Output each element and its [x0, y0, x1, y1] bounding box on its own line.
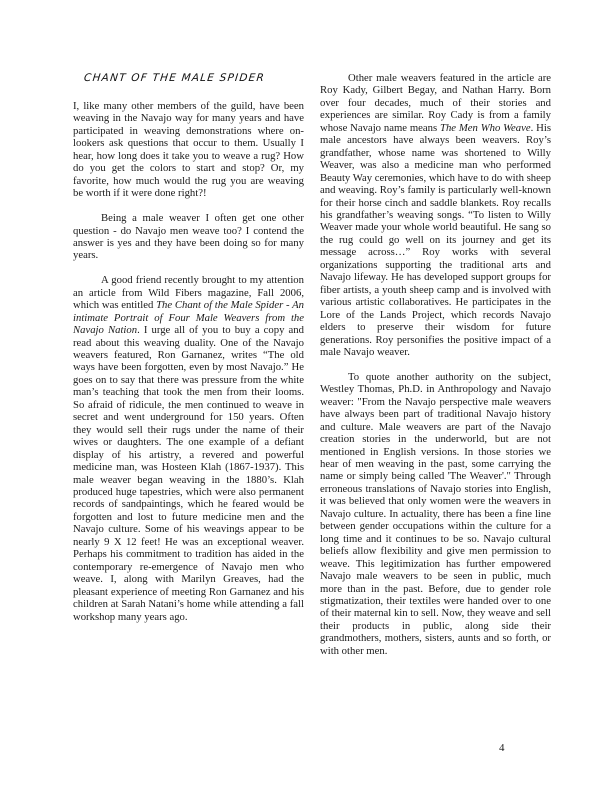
text-span: A good friend recently brought to my attention an article from Wild Fibers magazine, Fall 2006, which was entitled	[73, 274, 304, 312]
paragraph: Being a male weaver I often get one other question - do Navajo men weave too? I contend the answer is yes and they have been doing so for many years.	[73, 212, 304, 262]
paragraph: To quote another authority on the subject, Westley Thomas, Ph.D. in Anthropology and Navajo weaver: "From the Navajo perspective male weavers have always been part of traditional Navajo history and culture. Male weavers are part of the Navajo creation stories in the underworld, but are not mentioned in English versions. In those stories we hear of men weaving in the past, some carrying the name or simply being called 'The Weaver'." Through erroneous translations of Navajo stories into English, it was believed that only women were the weavers in Navajo culture. In actuality, there has been a fine line between gender occupations within the culture for a long time and it continues to be so. Navajo cultural beliefs allow flexibility and give men permission to weave. This legitimization has further empowered Navajo male weavers to be seen in public, much more than in the past. Before, due to gender role stigmatization, their textiles were handed over to one of their maternal kin to sell. Now, they weave and sell their products in public, along side their grandmothers, mothers, sisters, aunts and so forth, or with other men.	[320, 370, 551, 657]
text-span: Other male weavers featured in the article are Roy Kady, Gilbert Begay, and Nathan Harry. Born over four decades, much of their stories and experiences are similar. Roy Cady is from a family whose Navajo name means	[320, 72, 551, 134]
article-title: CHANT OF THE MALE SPIDER	[83, 72, 266, 84]
article-citation: The Chant of the Male Spider - An intimate Portrait of Four Male Weavers from the Navajo Nation	[73, 299, 304, 337]
navajo-name-translation: The Men Who Weave	[440, 121, 531, 134]
paragraph	[320, 72, 551, 358]
page-number: 4	[499, 742, 505, 754]
text-span: . I urge all of you to buy a copy and read about this weaving duality. One of the Navajo weavers featured, Ron Garnanez, writes “The old ways have been forgotten, even by most Navajo.” He goes on to say that there was pressure from the white man’s teaching that took the men from their looms. So afraid of ridicule, the men continued to weave in secret and went underground for 150 years. Often they would sell their rugs under the name of their wives or daughters. The one example of a defiant display of his artistry, a revered and powerful medicine man, was Hosteen Klah (1867-1937). This male weaver began weaving in the 1880’s. Klah produced huge tapestries, which were also permanent records of sandpaintings, which he feared would be forgotten and lost to future medicine men and the Navajo culture. Some of his weavings appear to be nearly 9 X 12 feet! He was an exceptional weaver. Perhaps his commitment to tradition has aided in the contemporary re-emergence of Navajo men who weave. I, along with Marilyn Greaves, had the pleasant experience of meeting Ron Garnanez and his children at Sarah Natani’s home while attending a fall workshop many years ago.	[73, 324, 304, 623]
text-span: . His male ancestors have always been weavers. Roy’s grandfather, whose name was shortened to Willy Weaver, was also a medicine man who performed Beauty Way ceremonies, which have to do with sheep and weaving. Roy’s family is particularly well-known for their horse cinch and saddle blankets. Roy recalls his grandfather’s weaving songs. “To listen to Willy Weaver made your whole world beautiful. He sang so the rug could go well on its journey and get its message across…” Roy works with several organizations supporting the traditional arts and Navajo lifeway. He has developed support groups for fiber artists, a youth sheep camp and is involved with various artistic collaboratives. He participates in the Lore of the Lands Project, which records Navajo elders to preserve their wisdom for future generations. Roy personifies the positive impact of a male Navajo weaver.	[320, 121, 552, 358]
right-column	[320, 72, 551, 670]
left-column	[73, 100, 304, 635]
paragraph: I, like many other members of the guild, have been weaving in the Navajo way for many years and have participated in weaving demonstrations where on-lookers ask questions that occur to them. Usually I hear, how long does it take you to weave a rug? How do you get the colors to start and stop? Or, my favorite, how much would the rug you are weaving be worth if it were done right?!	[73, 100, 304, 200]
paragraph	[73, 274, 304, 623]
